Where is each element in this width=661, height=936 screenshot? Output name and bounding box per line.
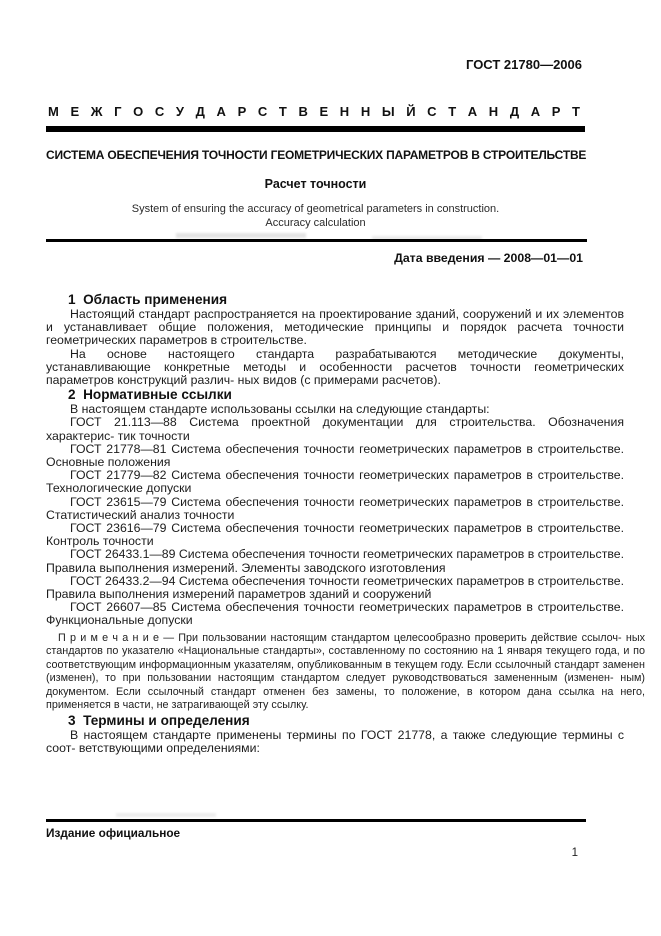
terms-intro-paragraph: В настоящем стандарте применены термины по ГОСТ 21778, а также следующие термины с соот- ветствующими определениями: [46,727,624,755]
edition-official-label: Издание официальное [46,826,181,840]
scan-artifact [116,813,216,817]
reference-item: ГОСТ 23615—79 Система обеспечения точности геометрических параметров в строительстве. Статистический анализ точности [46,494,624,522]
document-body [46,292,645,755]
header-rule-thin [46,239,587,242]
doc-title-en-line2: Accuracy calculation [265,217,366,229]
doc-title-english [46,202,585,230]
references-intro: В настоящем стандарте использованы ссылки на следующие стандарты: [70,402,490,417]
effective-date: Дата введения — 2008—01—01 [394,251,583,265]
reference-item: ГОСТ 21778—81 Система обеспечения точности геометрических параметров в строительстве. Основные положения [46,441,624,470]
scope-paragraph-1: Настоящий стандарт распространяется на проектирование зданий, сооружений и их элементов и устанавливает общие положения, методические принципы и порядок расчета точности геометрических параметров в строительстве. [46,307,624,348]
reference-item: ГОСТ 26433.2—94 Система обеспечения точности геометрических параметров в строительстве. Правила выполнения измерений параметров зданий и сооружений [46,573,624,602]
header-bar-thick [46,126,585,132]
references-note: П р и м е ч а н и е — При пользовании настоящим стандартом целесообразно проверить действие ссылоч- ных стандартов по указателю «Национальные стандарты», составленному по состоянию на 1 января текущего года, и по соответствующим информационным указателям, опубликованным в текущем году. Если ссылочный стандарт заменен (изменен), то при пользовании настоящим стандартом следует руководствоваться замененным (изменен- ным) документом. Если ссылочный стандарт отменен без замены, то положение, в котором дана ссылка на него, применяется в части, не затрагивающей эту ссылку. [46,631,645,712]
section-1-heading: 1 Область применения [68,292,228,307]
section-2-heading: 2 Нормативные ссылки [68,387,232,403]
doc-title: СИСТЕМА ОБЕСПЕЧЕНИЯ ТОЧНОСТИ ГЕОМЕТРИЧЕСКИХ ПАРАМЕТРОВ В СТРОИТЕЛЬСТВЕ [46,148,587,162]
scope-paragraph-2: На основе настоящего стандарта разрабатываются методические документы, устанавливающие конкретные методы и особенности расчетов точности геометрических параметров конструкций различ- ных видов (с примерами расчетов). [46,346,624,388]
reference-item: ГОСТ 23616—79 Система обеспечения точности геометрических параметров в строительстве. Контроль точности [46,521,624,549]
standard-type-banner: М Е Ж Г О С У Д А Р С Т В Е Н Н Ы Й С Т А Н Д А Р Т [48,104,580,119]
footer-rule [46,819,586,822]
doc-title-en-line1: System of ensuring the accuracy of geometrical parameters in construction. [131,203,500,215]
reference-item: ГОСТ 26607—85 Система обеспечения точности геометрических параметров в строительстве. Функциональные допуски [46,600,624,628]
scan-artifact [176,233,306,238]
reference-item: ГОСТ 26433.1—89 Система обеспечения точности геометрических параметров в строительстве. Правила выполнения измерений. Элементы заводского изготовления [46,547,624,575]
reference-item: ГОСТ 21.113—88 Система проектной документации для строительства. Обозначения характерис- тик точности [46,415,624,443]
section-3-heading: 3 Термины и определения [68,712,250,728]
doc-subtitle: Расчет точности [264,177,367,191]
reference-item: ГОСТ 21779—82 Система обеспечения точности геометрических параметров в строительстве. Технологические допуски [46,468,624,496]
page-number: 1 [571,847,578,859]
doc-number: ГОСТ 21780—2006 [466,57,582,72]
